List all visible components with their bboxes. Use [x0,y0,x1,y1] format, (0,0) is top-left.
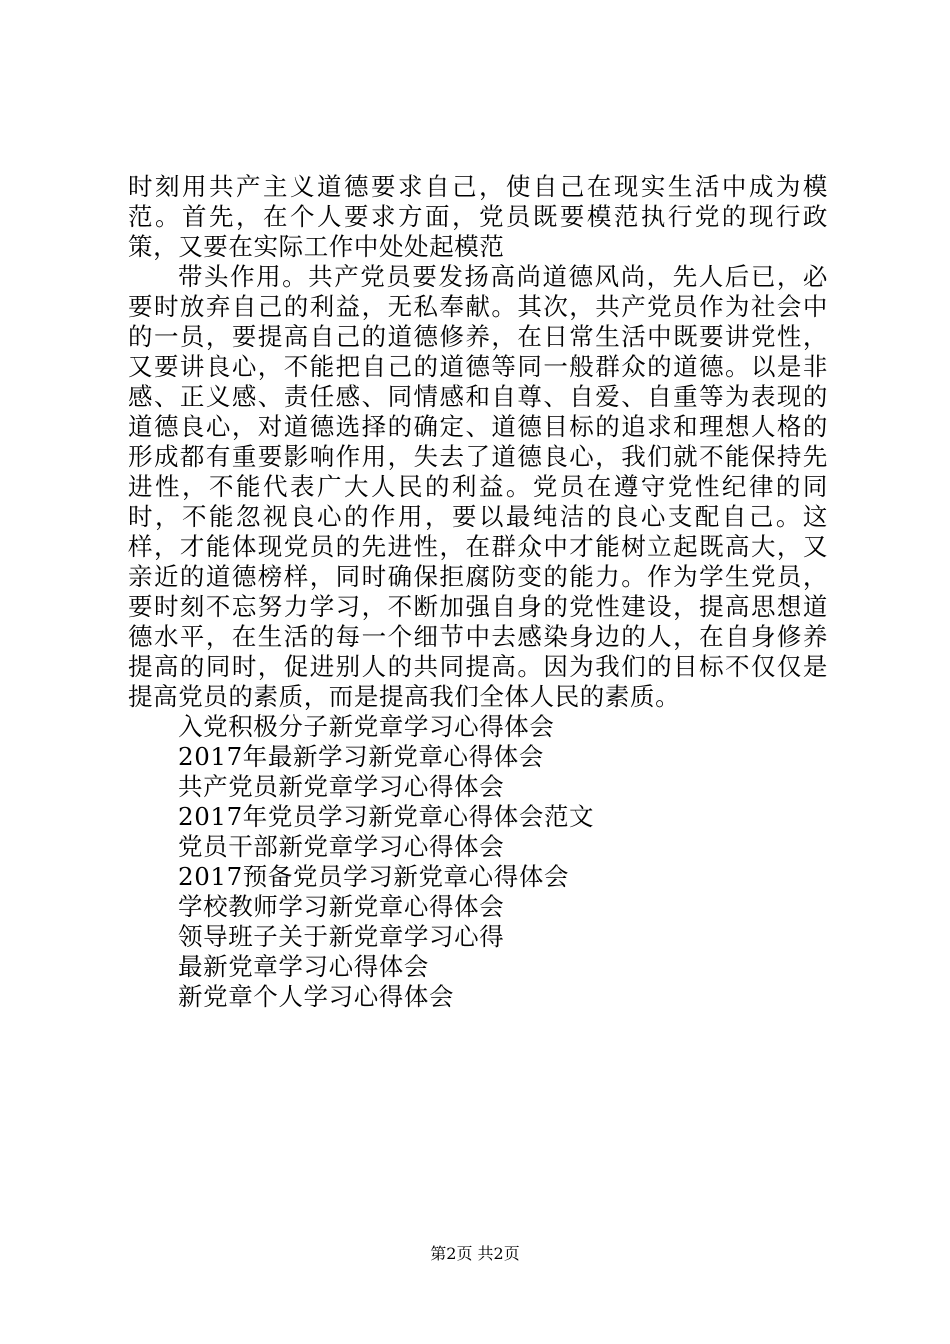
related-link[interactable]: 党员干部新党章学习心得体会 [178,832,505,861]
related-links-list [128,712,828,1012]
paragraph-2: 带头作用。共产党员要发扬高尚道德风尚，先人后已，必要时放弃自己的利益，无私奉献。其次，共产党员作为社会中的一员，要提高自己的道德修养，在日常生活中既要讲党性，又要讲良心，不能把自己的道德等同一般群众的道德。以是非感、正义感、责任感、同情感和自尊、自爱、自重等为表现的道德良心，对道德选择的确定、道德目标的追求和理想人格的形成都有重要影响作用，失去了道德良心，我们就不能保持先进性，不能代表广大人民的利益。党员在遵守党性纪律的同时，不能忽视良心的作用，要以最纯洁的良心支配自己。这样，才能体现党员的先进性，在群众中才能树立起既高大，又亲近的道德榜样，同时确保拒腐防变的能力。作为学生党员，要时刻不忘努力学习，不断加强自身的党性建设，提高思想道德水平，在生活的每一个细节中去感染身边的人，在自身修养提高的同时，促进别人的共同提高。因为我们的目标不仅仅是提高党员的素质，而是提高我们全体人民的素质。 [128,262,828,711]
related-link[interactable]: 领导班子关于新党章学习心得 [178,922,505,951]
related-link[interactable]: 最新党章学习心得体会 [178,952,429,981]
related-link[interactable]: 2017预备党员学习新党章心得体会 [178,862,570,891]
related-link[interactable]: 入党积极分子新党章学习心得体会 [178,712,555,741]
paragraph-1: 时刻用共产主义道德要求自己，使自己在现实生活中成为模范。首先，在个人要求方面，党员既要模范执行党的现行政策，又要在实际工作中处处起模范 [128,172,828,261]
related-link[interactable]: 2017年最新学习新党章心得体会 [178,742,544,771]
related-link[interactable]: 学校教师学习新党章心得体会 [178,892,505,921]
related-link[interactable]: 2017年党员学习新党章心得体会范文 [178,802,595,831]
related-link[interactable]: 新党章个人学习心得体会 [178,982,455,1011]
related-link[interactable]: 共产党员新党章学习心得体会 [178,772,505,801]
page-number-footer: 第2页 共2页 [430,1244,520,1263]
document-body [128,172,828,1012]
